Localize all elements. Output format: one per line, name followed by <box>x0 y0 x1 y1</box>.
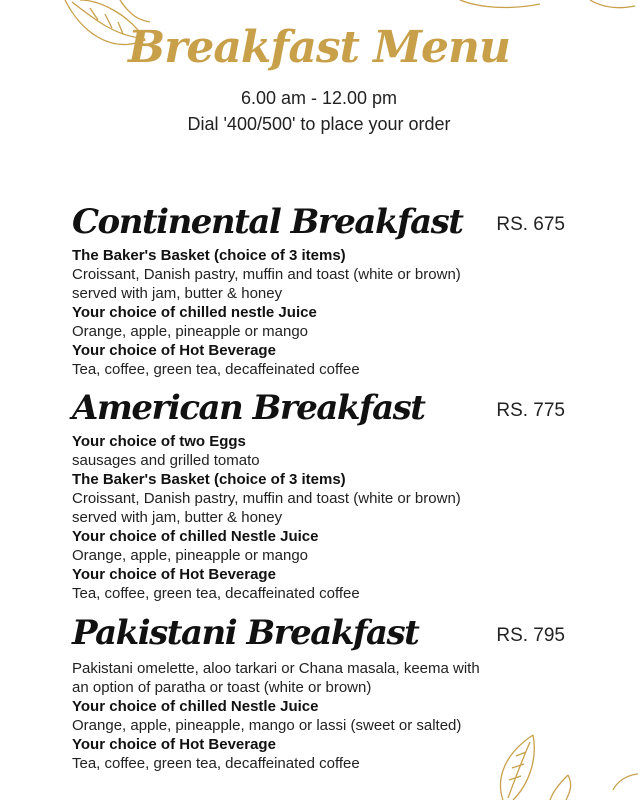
page-title: Breakfast Menu <box>128 22 510 73</box>
section-price: RS. 775 <box>496 400 565 421</box>
item-description: Pakistani omelette, aloo tarkari or Chana masala, keema with <box>72 660 480 677</box>
item-heading: Your choice of Hot Beverage <box>72 736 276 753</box>
item-description: Croissant, Danish pastry, muffin and toast (white or brown) <box>72 490 461 507</box>
leaf-decoration-top-right-icon <box>450 0 638 12</box>
item-heading: The Baker's Basket (choice of 3 items) <box>72 247 346 264</box>
item-description: Croissant, Danish pastry, muffin and toast (white or brown) <box>72 266 461 283</box>
service-hours: 6.00 am - 12.00 pm <box>240 88 398 108</box>
section-header <box>72 202 572 246</box>
section-header <box>72 613 572 657</box>
item-heading: Your choice of Hot Beverage <box>72 566 276 583</box>
item-heading: The Baker's Basket (choice of 3 items) <box>72 471 346 488</box>
item-description: sausages and grilled tomato <box>72 452 260 469</box>
item-heading: Your choice of two Eggs <box>72 433 246 450</box>
section-header <box>72 388 572 432</box>
section-title: American Breakfast <box>72 388 425 428</box>
item-heading: Your choice of Hot Beverage <box>72 342 276 359</box>
item-description: Orange, apple, pineapple, mango or lassi (sweet or salted) <box>72 717 462 734</box>
item-description: Orange, apple, pineapple or mango <box>72 323 309 340</box>
item-heading: Your choice of chilled nestle Juice <box>72 304 317 321</box>
item-heading: Your choice of chilled Nestle Juice <box>72 698 319 715</box>
item-description: Tea, coffee, green tea, decaffeinated coffee <box>72 585 360 602</box>
menu-section-continental <box>72 202 572 379</box>
menu-section-pakistani <box>72 613 572 773</box>
section-price: RS. 795 <box>496 625 565 646</box>
section-price: RS. 675 <box>496 214 565 235</box>
menu-section-american <box>72 388 572 603</box>
item-description: served with jam, butter & honey <box>72 509 283 526</box>
section-title: Pakistani Breakfast <box>72 613 419 653</box>
item-description: Tea, coffee, green tea, decaffeinated coffee <box>72 755 360 772</box>
item-description: Tea, coffee, green tea, decaffeinated coffee <box>72 361 360 378</box>
item-description: served with jam, butter & honey <box>72 285 283 302</box>
item-heading: Your choice of chilled Nestle Juice <box>72 528 319 545</box>
item-description: Orange, apple, pineapple or mango <box>72 547 309 564</box>
section-title: Continental Breakfast <box>72 202 463 242</box>
order-info: Dial '400/500' to place your order <box>187 114 451 134</box>
item-description: an option of paratha or toast (white or brown) <box>72 679 372 696</box>
